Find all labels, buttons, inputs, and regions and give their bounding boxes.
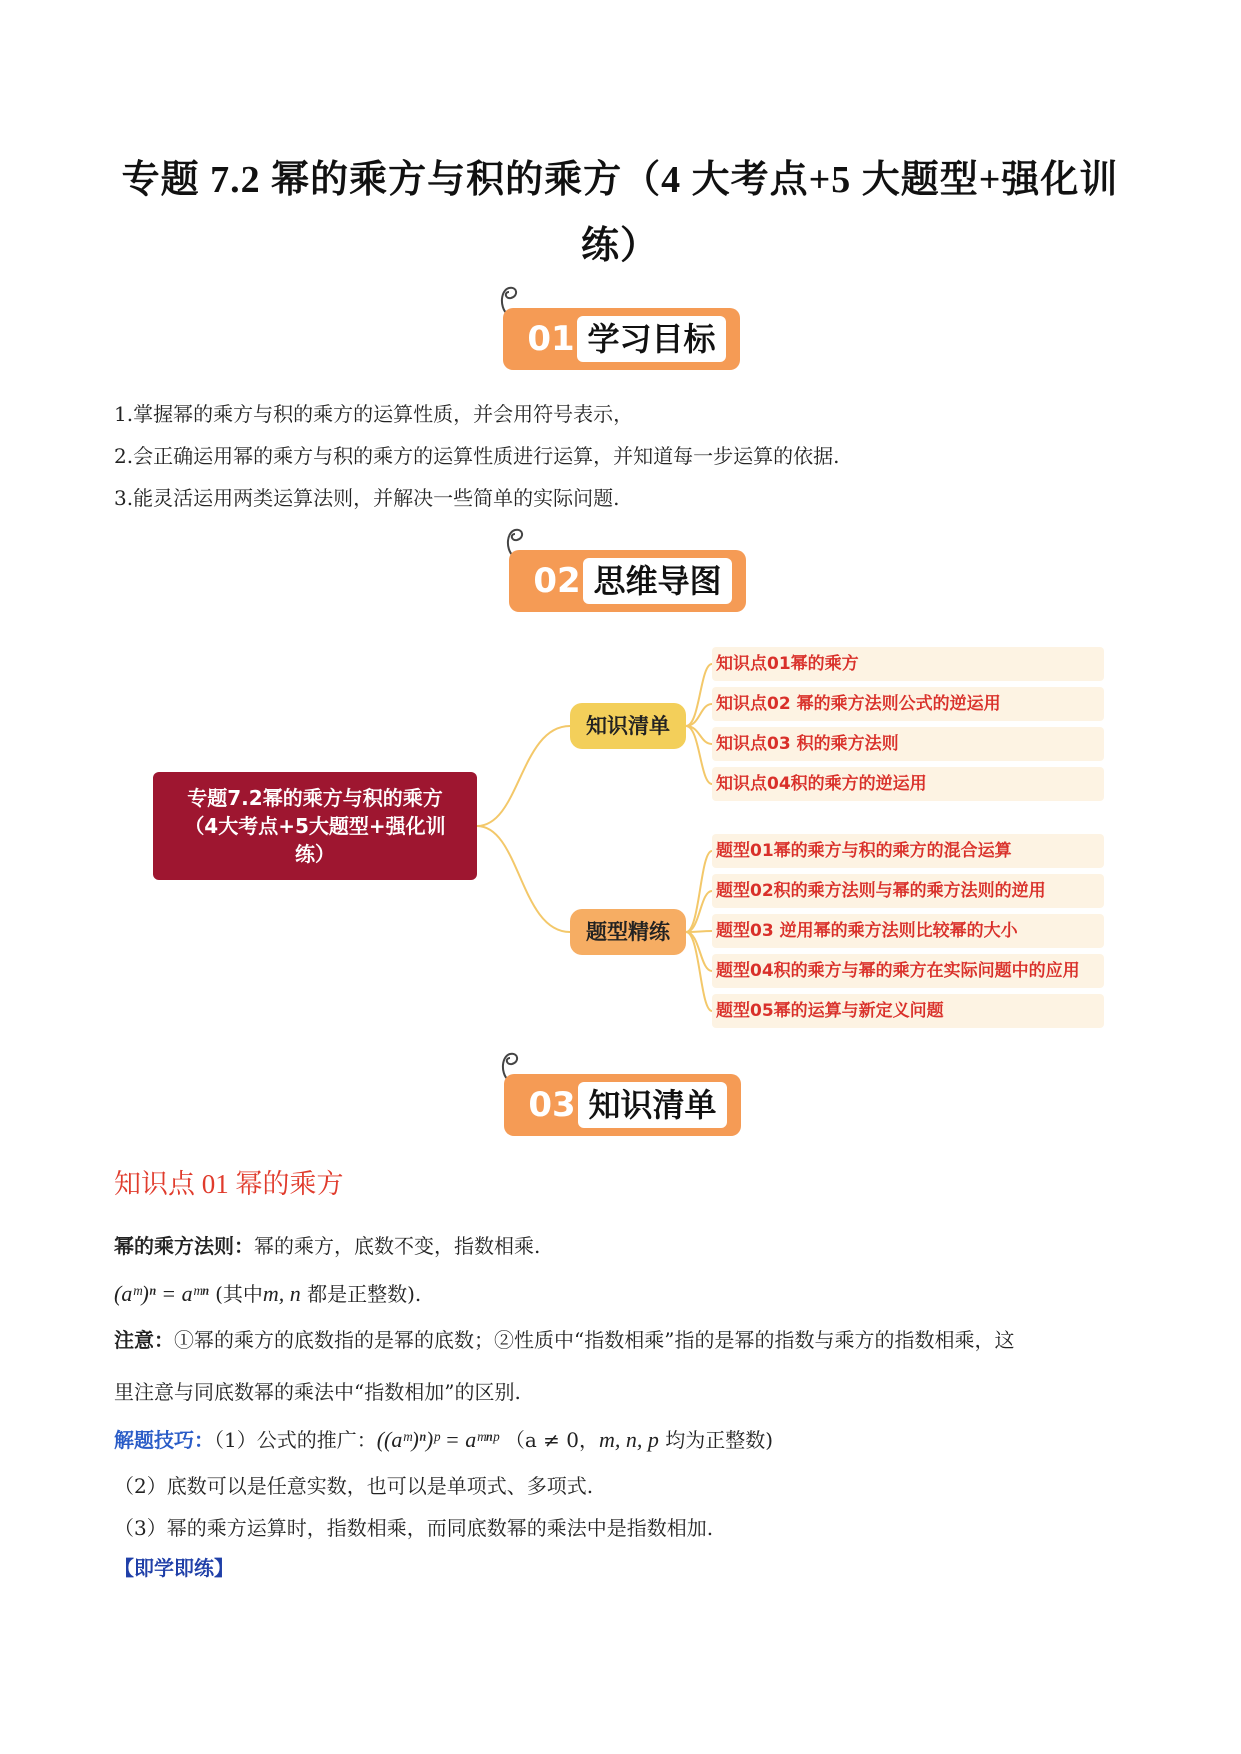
mindmap-leaf: 题型02积的乘方法则与幂的乘方法则的逆用 [712, 874, 1104, 908]
page-title-line2: 练） [580, 225, 659, 267]
section-number: 02 [533, 561, 581, 601]
goal-item: 1.掌握幂的乘方与积的乘方的运算性质，并会用符号表示， [114, 402, 634, 426]
tip1-vars: m, n, p [599, 1427, 659, 1452]
mindmap-branch-practice: 题型精练 [570, 909, 686, 955]
tip1-suffix: 均为正整数) [658, 1428, 774, 1452]
tip-2: （2）底数可以是任意实数，也可以是单项式、多项式. [114, 1474, 594, 1498]
formula: (aᵐ)ⁿ = aᵐⁿ [114, 1281, 209, 1306]
section-label: 思维导图 [583, 558, 732, 604]
tip-3: （3）幂的乘方运算时，指数相乘，而同底数幂的乘法中是指数相加. [114, 1516, 714, 1540]
tips-line [114, 1424, 773, 1453]
formula-note: (其中 [215, 1282, 263, 1306]
mindmap-leaf: 题型03 逆用幂的乘方法则比较幂的大小 [712, 914, 1104, 948]
rule-text: 幂的乘方，底数不变，指数相乘. [254, 1234, 541, 1258]
note-label: 注意： [114, 1328, 174, 1352]
rule-label: 幂的乘方法则： [114, 1234, 254, 1258]
goal-item: 2.会正确运用幂的乘方与积的乘方的运算性质进行运算，并知道每一步运算的依据. [114, 444, 840, 468]
knowledge-point-title: 知识点 01 幂的乘方 [114, 1169, 344, 1199]
section-badge-03 [504, 1074, 741, 1136]
goal-item: 3.能灵活运用两类运算法则，并解决一些简单的实际问题. [114, 486, 620, 510]
mindmap-leaf: 题型01幂的乘方与积的乘方的混合运算 [712, 834, 1104, 868]
tip1-prefix: （1）公式的推广： [214, 1428, 377, 1452]
tip1-cond: （a ≠ 0， [504, 1428, 600, 1452]
note-line-2: 里注意与同底数幂的乘法中“指数相加”的区别. [114, 1380, 521, 1404]
practice-heading: 【即学即练】 [114, 1556, 234, 1580]
formula-line [114, 1278, 421, 1307]
formula-note-end: 都是正整数). [300, 1282, 422, 1306]
mindmap-leaf: 知识点03 积的乘方法则 [712, 727, 1104, 761]
mindmap-leaf: 题型04积的乘方与幂的乘方在实际问题中的应用 [712, 954, 1104, 988]
tip1-formula: ((aᵐ)ⁿ)ᵖ = aᵐⁿᵖ [376, 1427, 499, 1452]
note-line [114, 1324, 1014, 1353]
section-label: 知识清单 [578, 1082, 727, 1128]
center-line: 练） [294, 842, 335, 866]
mindmap-leaf: 题型05幂的运算与新定义问题 [712, 994, 1104, 1028]
mindmap-leaf: 知识点04积的乘方的逆运用 [712, 767, 1104, 801]
center-line: 专题7.2幂的乘方与积的乘方 [187, 786, 443, 810]
mindmap-branch-knowledge: 知识清单 [570, 703, 686, 749]
mindmap-center-node [153, 772, 477, 880]
center-line: （4大考点+5大题型+强化训 [184, 814, 446, 838]
note-text: ①幂的乘方的底数指的是幂的底数；②性质中“指数相乘”指的是幂的指数与乘方的指数相乘，这 [174, 1328, 1015, 1352]
mindmap-leaf: 知识点01幂的乘方 [712, 647, 1104, 681]
tips-label: 解题技巧： [114, 1428, 214, 1452]
section-number: 01 [527, 319, 575, 359]
rule-line [114, 1230, 540, 1259]
section-label: 学习目标 [577, 316, 726, 362]
page-title: 专题 7.2 幂的乘方与积的乘方（4 大考点+5 大题型+强化训 [121, 159, 1119, 201]
section-number: 03 [528, 1085, 576, 1125]
formula-vars: m, n [262, 1281, 301, 1306]
mindmap-leaf: 知识点02 幂的乘方法则公式的逆运用 [712, 687, 1104, 721]
